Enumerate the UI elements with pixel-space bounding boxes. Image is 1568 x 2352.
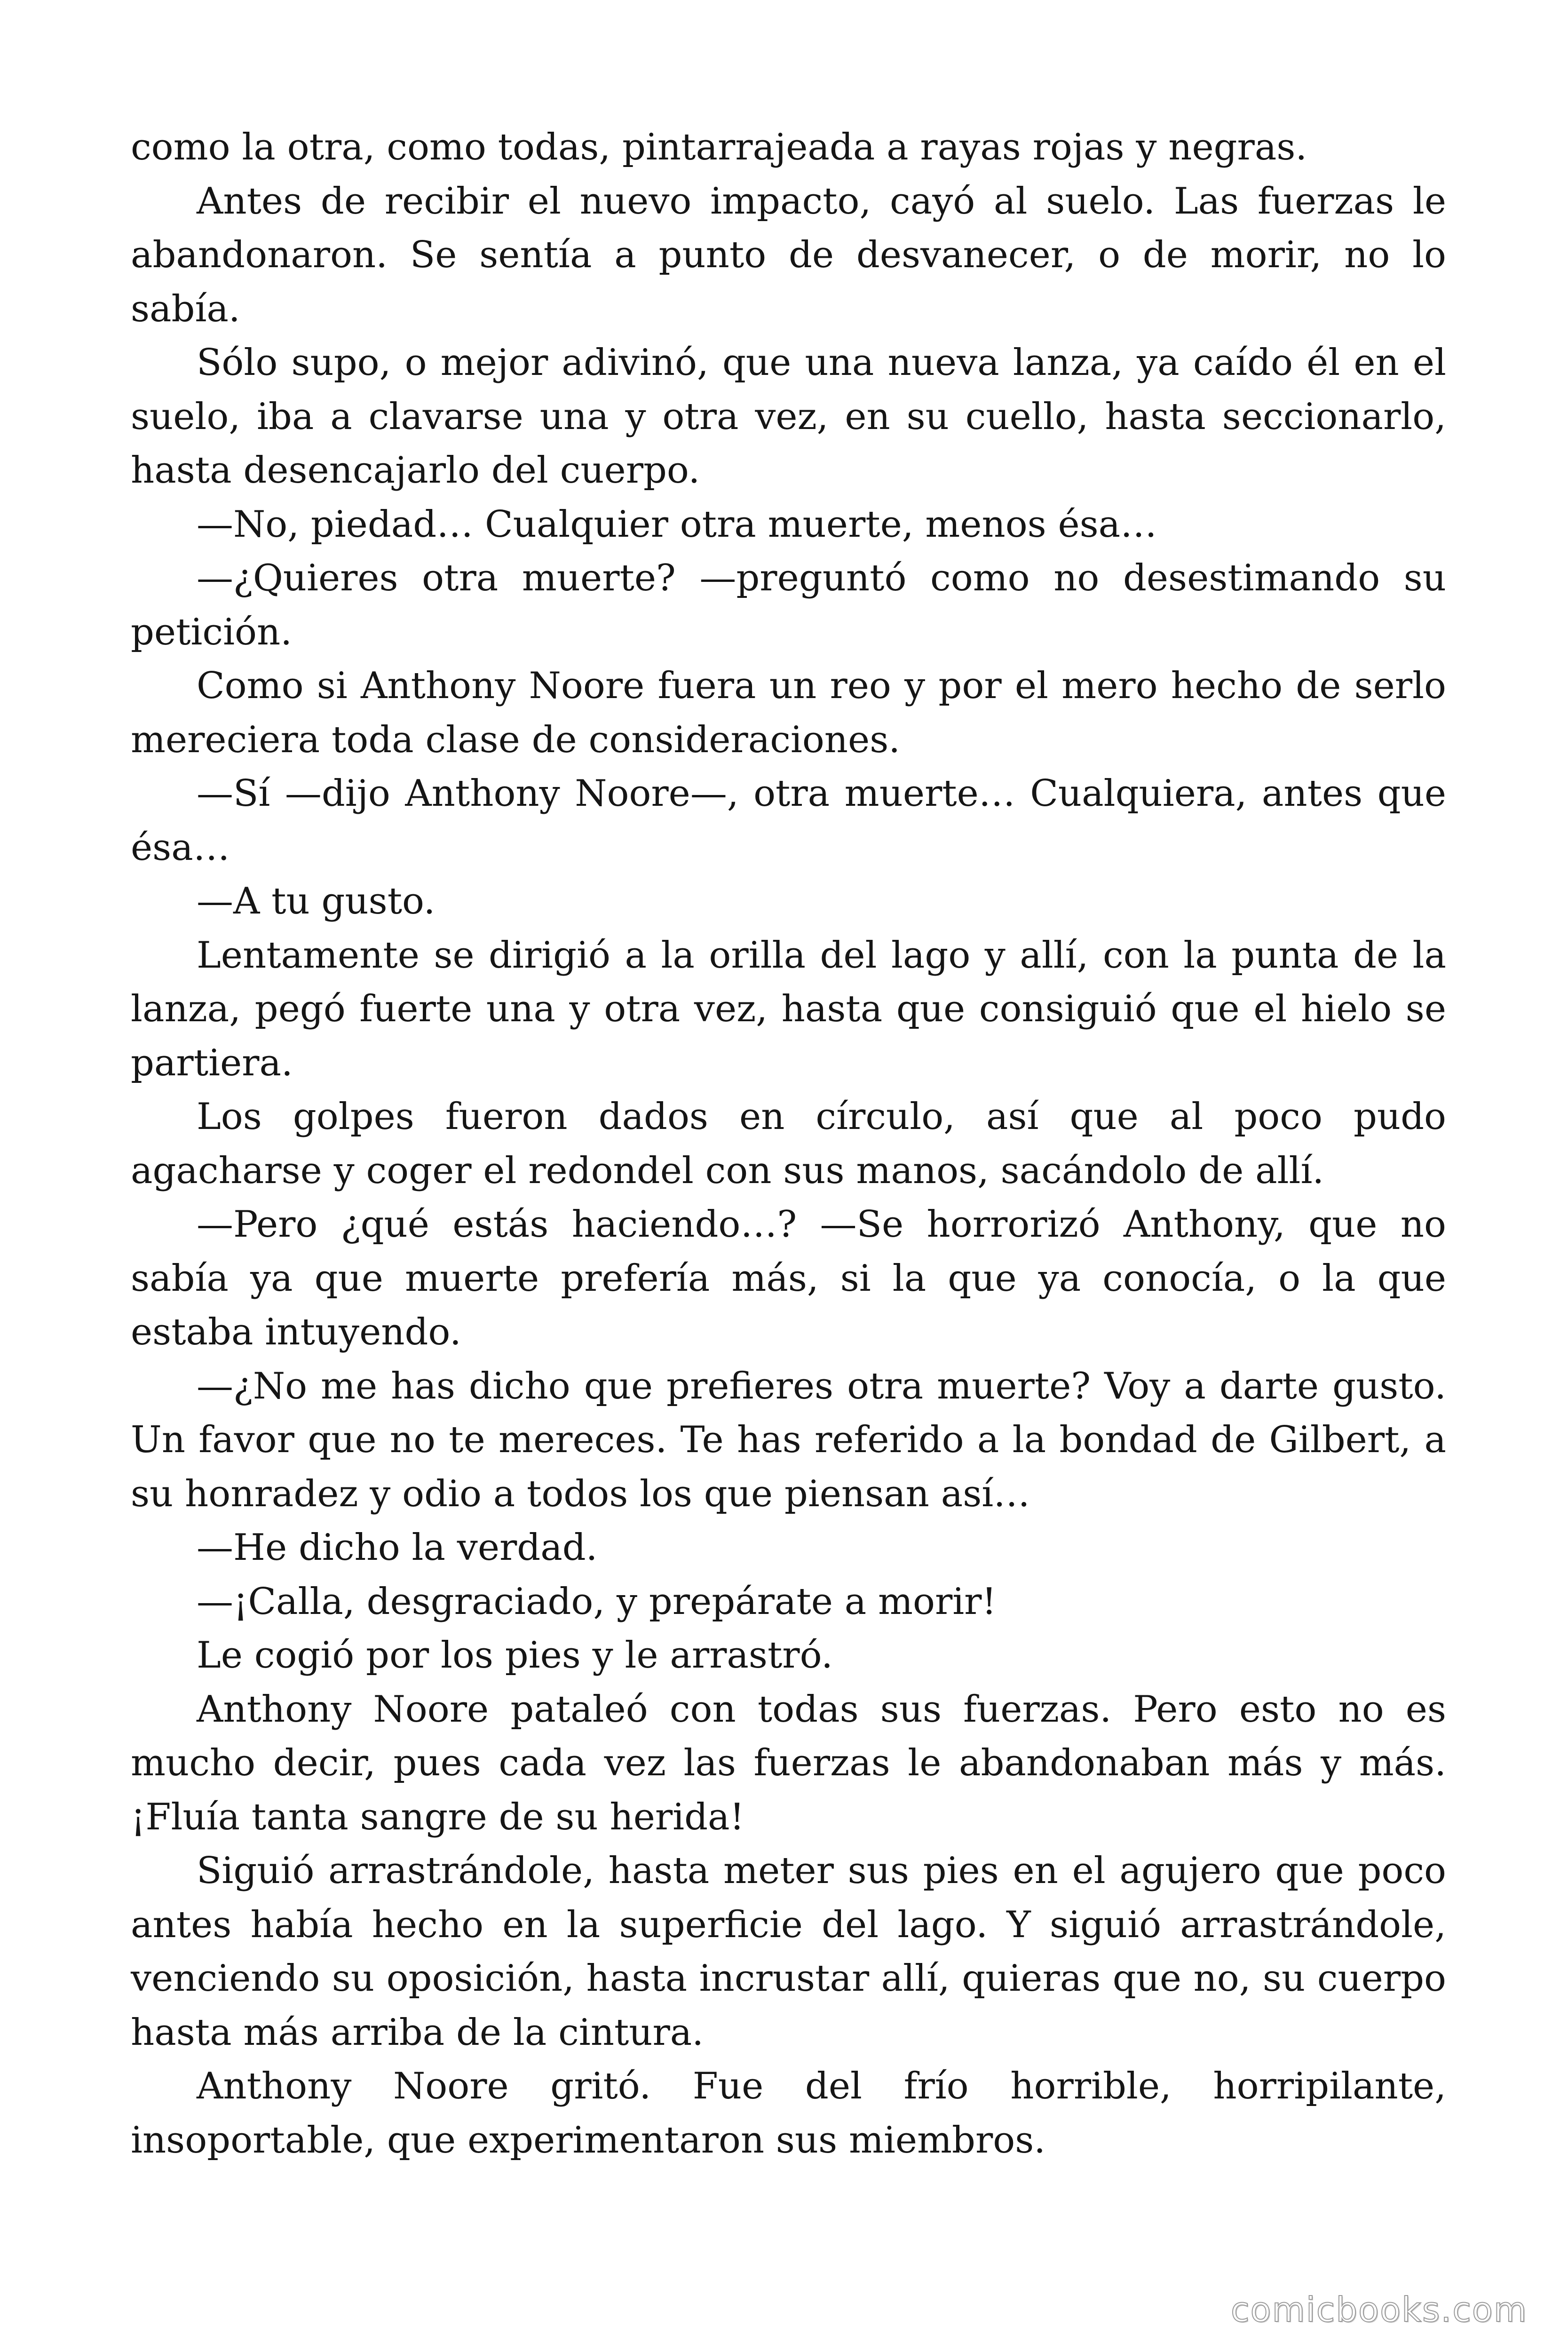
paragraph: Como si Anthony Noore fuera un reo y por el mero hecho de serlo mereciera toda clase de consideraciones. xyxy=(131,665,1446,761)
paragraph: Anthony Noore pataleó con todas sus fuerzas. Pero esto no es mucho decir, pues cada vez las fuerzas le abandonaban más y más. ¡Fluía tanta sangre de su herida! xyxy=(131,1688,1446,1838)
dialogue-line: —He dicho la verdad. xyxy=(197,1526,598,1569)
paragraph: Sólo supo, o mejor adivinó, que una nueva lanza, ya caído él en el suelo, iba a clavarse una y otra vez, en su cuello, hasta seccionarlo, hasta desencajarlo del cuerpo. xyxy=(131,342,1446,492)
paragraph-continued: como la otra, como todas, pintarrajeada a rayas rojas y negras. xyxy=(131,126,1307,168)
dialogue-line: —No, piedad… Cualquier otra muerte, menos ésa… xyxy=(197,503,1157,546)
page-body xyxy=(131,120,1446,2167)
paragraph: Le cogió por los pies y le arrastró. xyxy=(197,1634,833,1677)
paragraph: Anthony Noore gritó. Fue del frío horrible, horripilante, insoportable, que experimentaron sus miembros. xyxy=(131,2065,1446,2161)
dialogue-line: —Pero ¿qué estás haciendo…? —Se horrorizó Anthony, que no sabía ya que muerte prefería más, si la que ya conocía, o la que estaba intuyendo. xyxy=(131,1203,1446,1353)
watermark: comicbooks.com xyxy=(1230,2290,1528,2329)
dialogue-line: —Sí —dijo Anthony Noore—, otra muerte… Cualquiera, antes que ésa… xyxy=(131,772,1446,869)
dialogue-line: —¿Quieres otra muerte? —preguntó como no desestimando su petición. xyxy=(131,557,1446,653)
paragraph: Antes de recibir el nuevo impacto, cayó al suelo. Las fuerzas le abandonaron. Se sentía a punto de desvanecer, o de morir, no lo sabía. xyxy=(131,180,1446,330)
paragraph: Lentamente se dirigió a la orilla del lago y allí, con la punta de la lanza, pegó fuerte una y otra vez, hasta que consiguió que el hielo se partiera. xyxy=(131,934,1446,1084)
dialogue-line: —A tu gusto. xyxy=(197,880,436,922)
paragraph: Siguió arrastrándole, hasta meter sus pies en el agujero que poco antes había hecho en la superficie del lago. Y siguió arrastrándole, venciendo su oposición, hasta incrustar allí, quieras que no, su cuerpo hasta más arriba de la cintura. xyxy=(131,1850,1446,2054)
paragraph: Los golpes fueron dados en círculo, así que al poco pudo agacharse y coger el redondel con sus manos, sacándolo de allí. xyxy=(131,1096,1446,1192)
dialogue-line: —¡Calla, desgraciado, y prepárate a morir! xyxy=(197,1580,997,1623)
dialogue-line: —¿No me has dicho que prefieres otra muerte? Voy a darte gusto. Un favor que no te mereces. Te has referido a la bondad de Gilbert, a su honradez y odio a todos los que piensan así… xyxy=(131,1365,1446,1515)
